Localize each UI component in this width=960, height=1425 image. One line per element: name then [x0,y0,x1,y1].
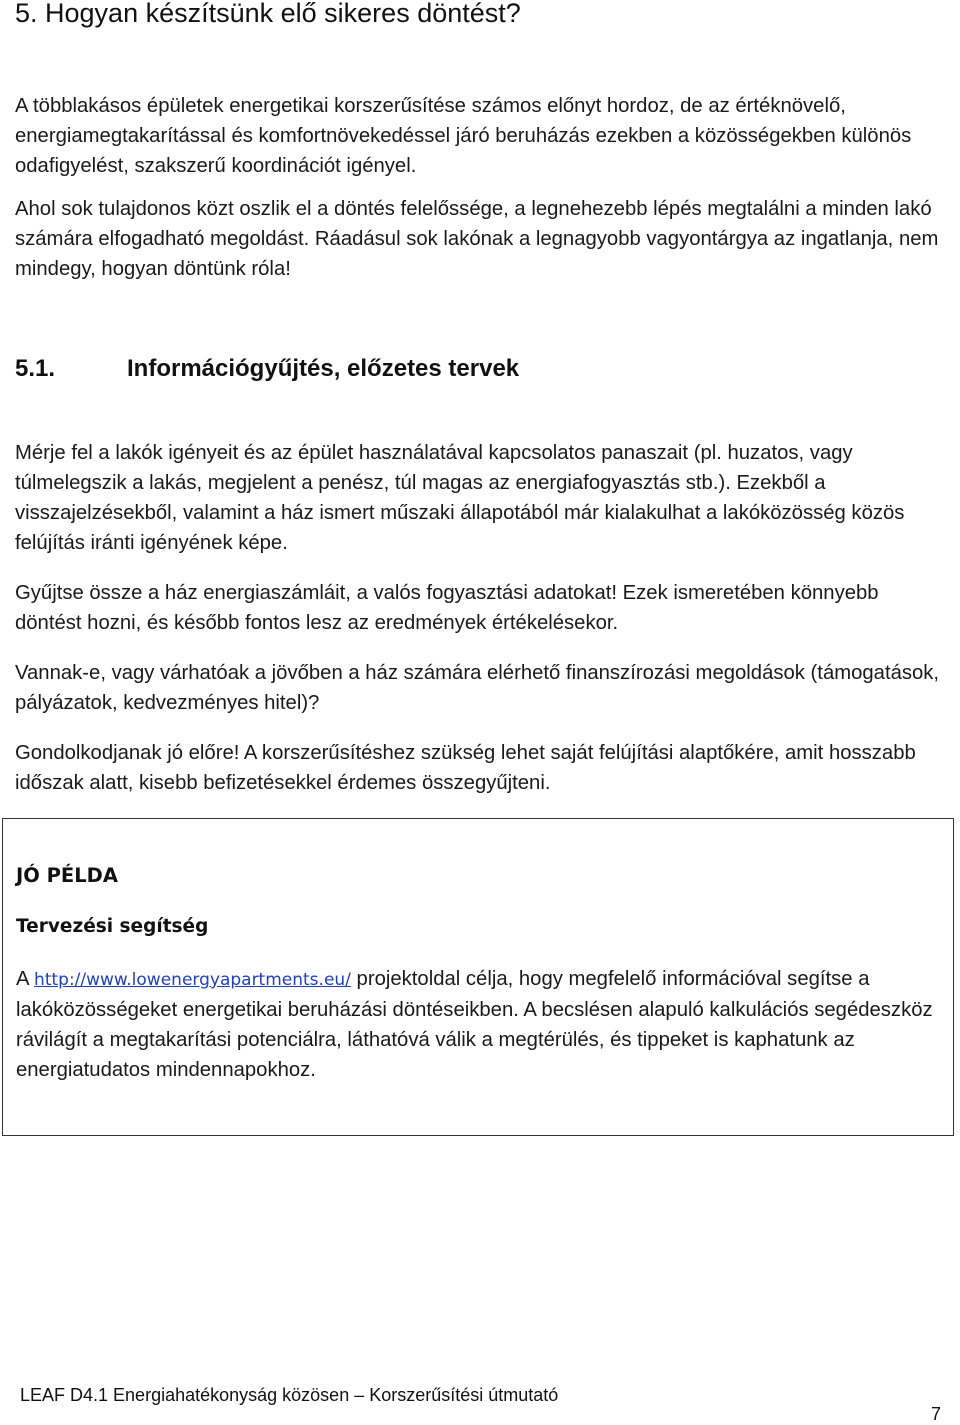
good-example-body [16,964,941,1085]
page-number: 7 [931,1404,942,1424]
intro-paragraph-2: Ahol sok tulajdonos közt oszlik el a döntés felelőssége, a legnehezebb lépés megtalálni a minden lakó számára elfogadható megoldást. Ráadásul sok lakónak a legnagyobb vagyontárgya az ingatlanja, nem mindegy, hogyan döntünk róla! [15,198,939,280]
good-example-subtitle: Tervezési segítség [16,916,209,937]
good-example-box [2,818,954,1136]
section-paragraph-1: Mérje fel a lakók igényeit és az épület használatával kapcsolatos panaszait (pl. huzatos, vagy túlmelegszik a lakás, megjelent a penész, túl magas az energiafogyasztás stb.). Ezekből a visszajelzésekből, valamint a ház ismert műszaki állapotából már kialakulhat a lakóközösség közös felújítás iránti igényének képe. [15,442,905,554]
section-title: Információgyűjtés, előzetes tervek [127,355,520,382]
section-number: 5.1. [15,355,56,382]
section-paragraph-4: Gondolkodjanak jó előre! A korszerűsítéshez szükség lehet saját felújítási alaptőkére, amit hosszabb időszak alatt, kisebb befizetésekkel érdemes összegyűjteni. [15,742,916,794]
footer-text: LEAF D4.1 Energiahatékonyság közösen – Korszerűsítési útmutató [20,1385,559,1405]
section-paragraph-3: Vannak-e, vagy várhatóak a jövőben a ház számára elérhető finanszírozási megoldások (támogatások, pályázatok, kedvezményes hitel)? [15,662,940,714]
section-heading [15,354,519,384]
good-example-label: JÓ PÉLDA [16,864,118,887]
page-title: 5. Hogyan készítsünk elő sikeres döntést? [15,0,521,28]
project-website-link[interactable]: http://www.lowenergyapartments.eu/ [34,970,351,990]
good-example-body-prefix: A [16,968,35,990]
intro-paragraph-1: A többlakásos épületek energetikai korszerűsítése számos előnyt hordoz, de az értéknövelő, energiamegtakarítással és komfortnövekedéssel járó beruházás ezekben a közösségekben különös odafigyelést, szakszerű koordinációt igényel. [15,95,912,177]
good-example-body-text: projektoldal célja, hogy megfelelő információval segítse a lakóközösségeket energetikai beruházási döntéseikben. A becslésen alapuló kalkulációs segédeszköz rávilágít a megtakarítási potenciálra, láthatóvá válik a megtérülés, és tippeket is kaphatunk az energiatudatos mindennapokhoz. [16,968,933,1081]
section-paragraph-2: Gyűjtse össze a ház energiaszámláit, a valós fogyasztási adatokat! Ezek ismeretében könnyebb döntést hozni, és később fontos lesz az eredmények értékelésekor. [15,582,879,634]
